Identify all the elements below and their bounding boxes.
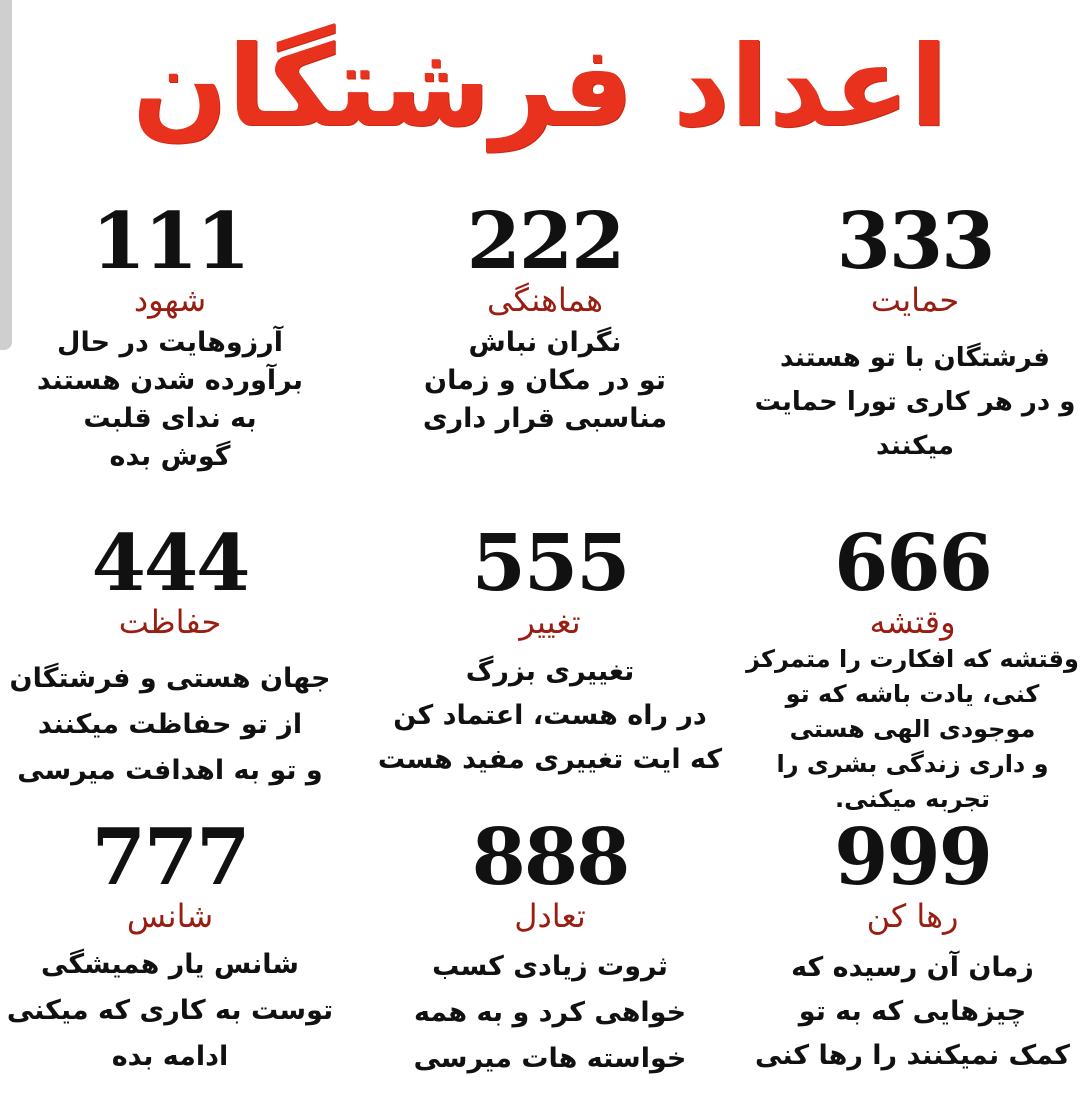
angel-description — [0, 656, 350, 794]
angel-number: 555 — [471, 518, 629, 609]
description-line: تغییری بزرگ — [465, 656, 635, 687]
description-line: کنی، یادت باشه که تو — [785, 680, 1040, 708]
angel-description — [370, 650, 730, 782]
description-line: شانس یار همیشگی — [41, 949, 299, 980]
angel-card-111 — [0, 196, 350, 476]
angel-description — [0, 324, 350, 476]
angel-description — [370, 944, 730, 1082]
angel-meaning: وقتشه — [869, 603, 956, 641]
angel-number: 999 — [834, 812, 991, 903]
description-line: میکنند — [875, 431, 955, 461]
description-line: گوش بده — [109, 441, 231, 472]
angel-card-333 — [745, 196, 1080, 468]
angel-card-444 — [0, 518, 350, 794]
angel-meaning: شهود — [133, 281, 207, 319]
description-line: از تو حفاظت میکنند — [37, 709, 303, 740]
description-line: زمان آن رسیده که — [791, 952, 1034, 983]
angel-card-555 — [370, 518, 730, 782]
angel-card-222 — [365, 196, 725, 438]
description-line: و داری زندگی بشری را — [776, 750, 1049, 778]
description-line: که ایت تغییری مفید هست — [377, 744, 723, 775]
description-line: چیزهایی که به تو — [798, 996, 1027, 1027]
description-line: وقتشه که افکارت را متمرکز — [746, 645, 1079, 673]
angel-meaning: هماهنگی — [487, 281, 603, 319]
description-line: در راه هست، اعتماد کن — [393, 700, 707, 731]
description-line: خواهی کرد و به همه — [413, 997, 687, 1028]
description-line: مناسبی قرار داری — [422, 403, 668, 434]
angel-description — [740, 642, 1080, 817]
description-line: تو در مکان و زمان — [424, 365, 666, 396]
angel-meaning: تعادل — [514, 897, 586, 935]
angel-meaning: حفاظت — [118, 603, 222, 641]
description-line: جهان هستی و فرشتگان — [9, 663, 331, 694]
description-line: فرشتگان با تو هستند — [780, 343, 1050, 373]
angel-meaning: حمایت — [870, 281, 960, 319]
description-line: برآورده شدن هستند — [36, 365, 304, 396]
angel-number: 666 — [834, 518, 991, 609]
angel-number: 888 — [471, 812, 629, 903]
description-line: موجودی الهی هستی — [789, 715, 1036, 743]
angel-card-888 — [370, 812, 730, 1082]
description-line: به ندای قلبت — [83, 403, 257, 434]
angel-description — [745, 336, 1080, 468]
angel-description — [740, 946, 1080, 1078]
description-line: و در هر کاری تورا حمایت — [754, 387, 1076, 417]
angel-number: 333 — [836, 196, 994, 287]
page-title: اعداد فرشتگان — [131, 22, 949, 152]
description-line: توست به کاری که میکنی — [6, 995, 334, 1026]
angel-card-666 — [740, 518, 1080, 817]
angel-card-777 — [0, 812, 350, 1080]
description-line: و تو به اهدافت میرسی — [17, 755, 323, 786]
angel-meaning: شانس — [126, 897, 214, 935]
angel-number: 444 — [91, 518, 249, 609]
angel-card-999 — [740, 812, 1080, 1078]
description-line: نگران نباش — [468, 327, 622, 358]
angel-description — [365, 324, 725, 438]
description-line: ادامه بده — [111, 1041, 229, 1072]
angel-meaning: تغییر — [519, 603, 581, 641]
angel-number: 222 — [466, 196, 624, 287]
description-line: ثروت زیادی کسب — [432, 951, 668, 982]
angel-description — [0, 942, 350, 1080]
description-line: تجربه میکنی. — [835, 785, 990, 813]
angel-meaning: رها کن — [866, 897, 959, 935]
description-line: کمک نمیکنند را رها کنی — [755, 1040, 1070, 1071]
angel-number: 111 — [91, 196, 249, 287]
description-line: خواسته هات میرسی — [413, 1043, 687, 1074]
description-line: آرزوهایت در حال — [57, 327, 283, 358]
angel-number: 777 — [91, 812, 249, 903]
